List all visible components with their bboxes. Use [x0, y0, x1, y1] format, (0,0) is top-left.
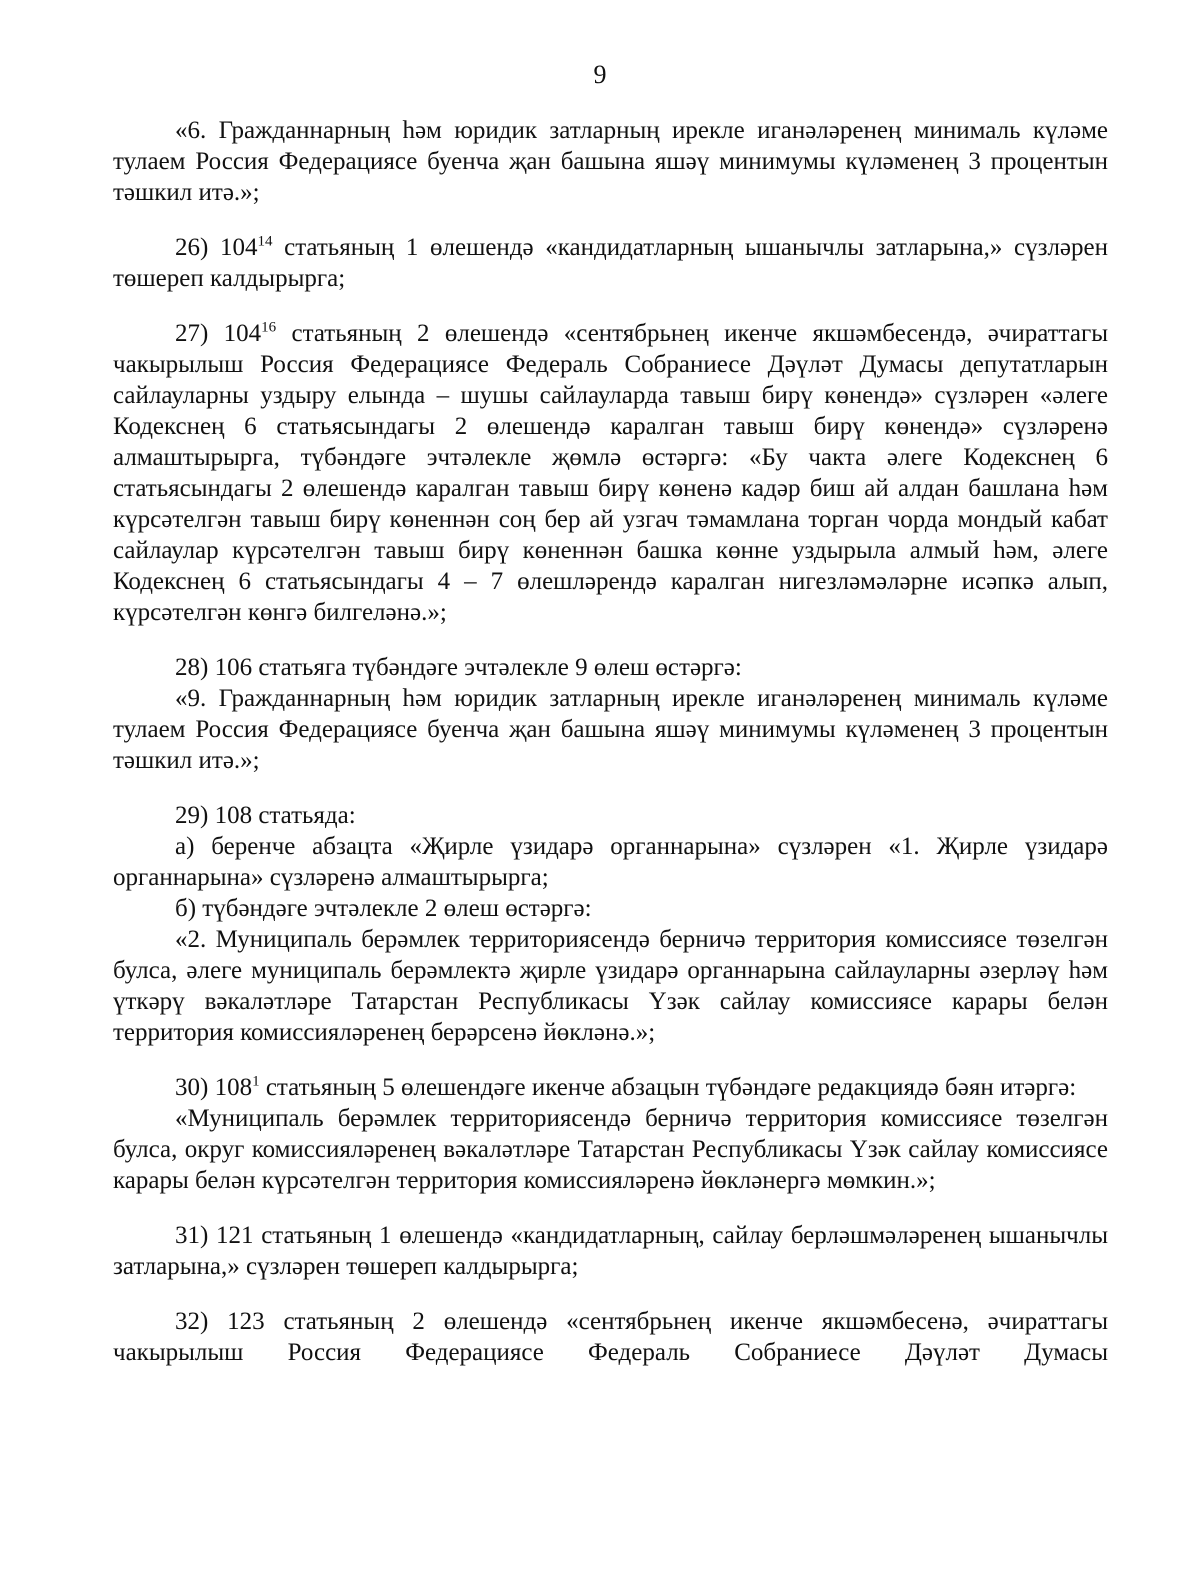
paragraph: а) беренче абзацта «Җирле үзидарә органнарына» сүзләрен «1. Җирле үзидарә органнарына» сүзләренә алмаштырырга; [113, 833, 1108, 891]
item-number: 27) 104 [175, 320, 262, 347]
page-number: 9 [593, 60, 607, 89]
superscript: 16 [261, 319, 277, 336]
paragraph [113, 232, 1108, 294]
item-number: 30) 108 [175, 1074, 253, 1101]
paragraph: «2. Муниципаль берәмлек территориясендә берничә территория комиссиясе төзелгән булса, әлеге муниципаль берәмлектә җирле үзидарә органнарына сайлауларны әзерләү һәм үткәрү вәкаләтләре Татарстан Республикасы Үзәк сайлау комиссиясе карары белән территория комиссияләренең берәрсенә йөкләнә.»; [113, 926, 1108, 1046]
section-31 [113, 1220, 1108, 1282]
paragraph: «6. Гражданнарның һәм юридик затларның ирекле иганәләренең минималь күләме тулаем Россия Федерациясе буенча җан башына яшәү минимумы күләменең 3 процентын тәшкил итә.»; [113, 117, 1108, 206]
section-6 [113, 115, 1108, 208]
item-text: статьяның 5 өлешендәге икенче абзацын түбәндәге редакциядә бәян итәргә: [259, 1074, 1077, 1101]
paragraph [113, 1072, 1108, 1103]
paragraph [113, 318, 1108, 628]
document-body [113, 115, 1108, 1392]
paragraph: 32) 123 статьяның 2 өлешендә «сентябрьнең икенче якшәмбесенә, әчираттагы чакырылыш Россия Федерациясе Федераль Собраниесе Дәүләт Думасы [113, 1308, 1108, 1366]
paragraph: 31) 121 статьяның 1 өлешендә «кандидатларның, сайлау берләшмәләренең ышанычлы затларына,» сүзләрен төшереп калдырырга; [113, 1222, 1108, 1280]
item-number: 26) 104 [175, 234, 258, 261]
section-32 [113, 1306, 1108, 1368]
item-text: статьяның 2 өлешендә «сентябрьнең икенче якшәмбесендә, әчираттагы чакырылыш Россия Федерациясе Федераль Собраниесе Дәүләт Думасы депутатларын сайлауларны уздыру елында – шушы сайлауларда тавыш бирү көнендә» сүзләрен «әлеге Кодекснең 6 статьясындагы 2 өлешендә каралган тавыш бирү көнендә» сүзләренә алмаштырырга, түбәндәге эчтәлекле җөмлә өстәргә: «Бу чакта әлеге Кодекснең 6 статьясындагы 2 өлешендә каралган тавыш бирү көненә кадәр биш ай алдан башлана һәм күрсәтелгән тавыш бирү көненнән соң бер ай узгач тәмамлана торган чорда мондый кабат сайлаулар күрсәтелгән тавыш бирү көненнән башка көнне уздырыла алмый һәм, әлеге Кодекснең 6 статьясындагы 4 – 7 өлешләрендә каралган нигезләмәләрне исәпкә алып, күрсәтелгән көнгә билгеләнә.»; [113, 320, 1108, 626]
paragraph: 28) 106 статьяга түбәндәге эчтәлекле 9 өлеш өстәргә: [175, 654, 742, 681]
item-text: статьяның 1 өлешендә «кандидатларның ышанычлы затларына,» сүзләрен төшереп калдырырга; [113, 234, 1108, 292]
section-28 [113, 652, 1108, 776]
superscript: 1 [252, 1073, 260, 1090]
paragraph: б) түбәндәге эчтәлекле 2 өлеш өстәргә: [175, 895, 592, 922]
section-27 [113, 318, 1108, 628]
paragraph: 29) 108 статьяда: [175, 802, 356, 829]
section-30 [113, 1072, 1108, 1196]
section-29 [113, 800, 1108, 1048]
paragraph: «Муниципаль берәмлек территориясендә берничә территория комиссиясе төзелгән булса, округ комиссияләренең вәкаләтләре Татарстан Республикасы Үзәк сайлау комиссиясе карары белән күрсәтелгән территория комиссияләренә йөкләнергә мөмкин.»; [113, 1105, 1108, 1194]
section-26 [113, 232, 1108, 294]
superscript: 14 [257, 233, 273, 250]
paragraph: «9. Гражданнарның һәм юридик затларның ирекле иганәләренең минималь күләме тулаем Россия Федерациясе буенча җан башына яшәү минимумы күләменең 3 процентын тәшкил итә.»; [113, 685, 1108, 774]
